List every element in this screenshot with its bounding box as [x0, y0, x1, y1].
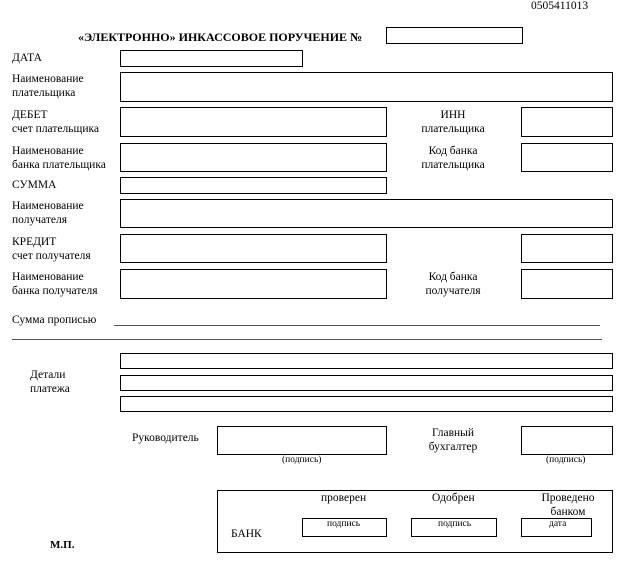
recipient-name-label: Наименование получателя — [12, 200, 84, 226]
chief-accountant-signature-field[interactable] — [521, 426, 613, 455]
payer-name-field[interactable] — [120, 72, 613, 102]
bank-block-checked-label: проверен — [321, 492, 367, 504]
processed-date-caption: дата — [549, 519, 567, 529]
recipient-bank-label: Наименование банка получателя — [12, 271, 98, 297]
recipient-name-field[interactable] — [120, 199, 613, 228]
document-number-field[interactable] — [386, 27, 523, 44]
payment-details-line-3[interactable] — [120, 396, 613, 412]
amount-field[interactable] — [120, 177, 387, 194]
date-label: ДАТА — [12, 52, 42, 64]
payer-bank-code-label: Код банка плательщика — [421, 145, 485, 171]
payer-inn-field[interactable] — [521, 107, 613, 137]
credit-label: КРЕДИТ счет получателя — [12, 236, 91, 262]
form-title: «ЭЛЕКТРОННО» ИНКАССОВОЕ ПОРУЧЕНИЕ № — [78, 30, 363, 44]
separator-line — [12, 339, 602, 340]
payment-details-line-1[interactable] — [120, 353, 613, 369]
bank-block-processed-label: Проведено банком — [541, 492, 595, 518]
date-field[interactable] — [120, 50, 303, 67]
payer-inn-label: ИНН плательщика — [421, 109, 485, 135]
payer-bank-code-field[interactable] — [521, 143, 613, 172]
processed-date-field[interactable] — [521, 518, 592, 537]
chief-accountant-signature-caption: (подпись) — [546, 455, 586, 465]
payer-bank-label: Наименование банка плательщика — [12, 145, 106, 171]
payment-details-line-2[interactable] — [120, 375, 613, 391]
recipient-bank-field[interactable] — [120, 269, 387, 299]
payer-bank-field[interactable] — [120, 143, 387, 172]
debit-account-field[interactable] — [120, 107, 387, 137]
payer-name-label: Наименование плательщика — [12, 73, 84, 99]
debit-label: ДЕБЕТ счет плательщика — [12, 109, 100, 135]
stamp-label: М.П. — [50, 539, 75, 551]
bank-block-bank-label: БАНК — [231, 528, 262, 540]
approved-signature-caption: подпись — [438, 519, 472, 529]
chief-accountant-label: Главный бухгалтер — [428, 427, 478, 453]
amount-label: СУММА — [12, 179, 57, 191]
credit-account-field[interactable] — [120, 234, 387, 263]
bank-block-approved-label: Одобрен — [432, 492, 475, 504]
recipient-bank-code-label: Код банка получателя — [425, 271, 481, 297]
director-label: Руководитель — [132, 432, 199, 444]
amount-words-line[interactable] — [114, 325, 600, 326]
director-signature-field[interactable] — [217, 426, 387, 455]
director-signature-caption: (подпись) — [282, 455, 322, 465]
recipient-bank-code-field[interactable] — [521, 269, 613, 299]
form-code: 0505411013 — [531, 0, 589, 12]
payment-details-label: Детали платежа — [30, 369, 70, 395]
approved-signature-field[interactable] — [411, 518, 497, 537]
credit-extra-field[interactable] — [521, 234, 613, 263]
checked-signature-field[interactable] — [302, 518, 387, 537]
checked-signature-caption: подпись — [327, 519, 361, 529]
amount-words-label: Сумма прописью — [12, 314, 97, 326]
